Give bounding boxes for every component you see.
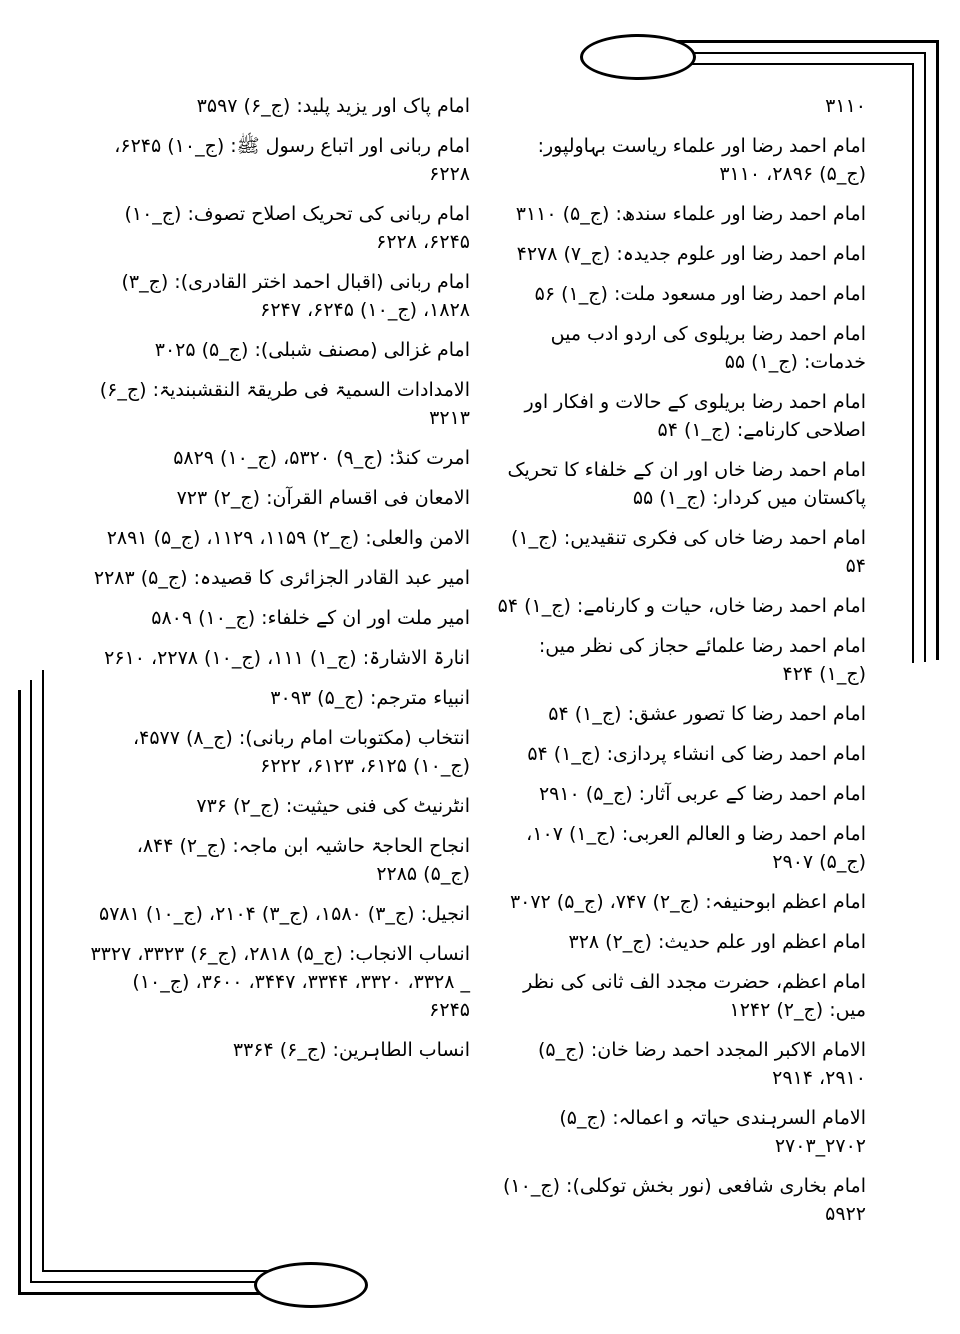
index-entry: انساب الطاہرین: (ج_۶) ۳۳۶۴ xyxy=(232,1039,470,1061)
index-entry: الامعان فی اقسام القرآن: (ج_۲) ۷۲۳ xyxy=(176,487,470,509)
index-entry: امام اعظم، حضرت مجدد الف ثانی کی نظر میں: (ج_۲) ۱۲۴۲ xyxy=(523,971,866,1021)
frame-left-rule-1 xyxy=(18,690,21,1294)
frame-bottom-rule-2 xyxy=(30,1281,278,1283)
index-entry: الامام الاکبر المجدد احمد رضا خان: (ج_۵) ۲۹۱۰، ۲۹۱۴ xyxy=(538,1039,866,1089)
index-entry: امام احمد رضا بریلوی کی اردو ادب میں خدمات: (ج_۱) ۵۵ xyxy=(550,323,866,373)
index-entry: انبیاء مترجم: (ج_۵) ۳۰۹۳ xyxy=(270,687,470,709)
index-entry: امام احمد رضا کے عربی آثار: (ج_۵) ۲۹۱۰ xyxy=(538,783,866,805)
frame-left-rule-3 xyxy=(42,670,44,1272)
frame-bottom-rule-1 xyxy=(18,1292,278,1295)
frame-right-rule-1 xyxy=(936,40,939,660)
frame-left-rule-2 xyxy=(30,680,32,1283)
index-entry: امام ربانی اور اتباع رسول ﷺ: (ج_۱۰) ۶۲۴۵، ۶۲۲۸ xyxy=(114,135,470,185)
index-entry: امام احمد رضا اور علماء ریاست بہاولپور: (ج_۵) ۲۸۹۶، ۳۱۱۰ xyxy=(537,135,866,185)
index-entry: امام اعظم اور علم حدیث: (ج_۲) ۳۲۸ xyxy=(568,931,866,953)
index-entry: انجیل: (ج_۳) ۱۵۸۰، (ج_۳) ۲۱۰۴، (ج_۱۰) ۵۷۸۱ xyxy=(99,903,470,925)
index-entry: امام احمد رضا خاں، حیات و کارنامے: (ج_۱) ۵۴ xyxy=(497,595,866,617)
page-number-oval-bottom xyxy=(254,1262,368,1308)
index-entry: امام پاک اور یزید پلید: (ج_۶) ۳۵۹۷ xyxy=(196,95,470,117)
index-entry: الامن والعلی: (ج_۲) ۱۱۵۹، ۱۱۲۹، (ج_۵) ۲۸۹۱ xyxy=(106,527,470,549)
index-entry: امام ربانی کی تحریک اصلاح تصوف: (ج_۱۰) ۶۲۴۵، ۶۲۲۸ xyxy=(124,203,470,253)
index-entry: امیر ملت اور ان کے خلفاء: (ج_۱۰) ۵۸۰۹ xyxy=(151,607,470,629)
frame-right-rule-2 xyxy=(924,52,926,662)
index-entry: امام احمد رضا اور علوم جدیدہ: (ج_۷) ۴۲۷۸ xyxy=(516,243,866,265)
index-entry: امام احمد رضا اور علماء سندھ: (ج_۵) ۳۱۱۰ xyxy=(515,203,866,225)
index-entry: امام احمد رضا بریلوی کے حالات و افکار اور اصلاحی کارنامے: (ج_۱) ۵۴ xyxy=(524,391,866,441)
frame-top-rule-1 xyxy=(648,40,938,43)
index-entry: امام احمد رضا خاں کی فکری تنقیدیں: (ج_۱) ۵۴ xyxy=(511,527,866,577)
index-entry: امام احمد رضا علمائے حجاز کی نظر میں: (ج_۱) ۴۲۴ xyxy=(538,635,866,685)
index-entry: انتخاب (مکتوبات امام ربانی): (ج_۸) ۴۵۷۷، (ج_۱۰) ۶۱۲۵، ۶۱۲۳، ۶۲۲۲ xyxy=(132,727,470,777)
index-entry: انجاح الحاجۃ حاشیہ ابن ماجہ: (ج_۲) ۸۴۴، (ج_۵) ۲۲۸۵ xyxy=(136,835,470,885)
index-column-right xyxy=(488,92,866,1240)
index-entry: انارۃ الاشارۃ: (ج_۱) ۱۱۱، (ج_۱۰) ۲۲۷۸، ۲۶۱۰ xyxy=(104,647,470,669)
index-entry: امام احمد رضا خاں اور ان کے خلفاء کا تحریک پاکستان میں کردار: (ج_۱) ۵۵ xyxy=(507,459,866,509)
index-entry: امیر عبد القادر الجزائری کا قصیدہ: (ج_۵) ۲۲۸۳ xyxy=(93,567,470,589)
index-entry: امرت کنڈ: (ج_۹) ۵۳۲۰، (ج_۱۰) ۵۸۲۹ xyxy=(173,447,470,469)
page-number-oval-top xyxy=(580,34,696,80)
index-entry: ۳۱۱۰ xyxy=(825,95,866,117)
index-entry: انٹرنیٹ کی فنی حیثیت: (ج_۲) ۷۳۶ xyxy=(196,795,470,817)
frame-bottom-rule-3 xyxy=(42,1270,278,1272)
index-entry: امام غزالی (مصنف شبلی): (ج_۵) ۳۰۲۵ xyxy=(154,339,470,361)
index-entry: امام ربانی (اقبال احمد اختر القادری): (ج_۳) ۱۸۲۸، (ج_۱۰) ۶۲۴۵، ۶۲۴۷ xyxy=(121,271,470,321)
index-entry: امام بخاری شافعی (نور بخش توکلی): (ج_۱۰) ۵۹۲۲ xyxy=(502,1175,866,1225)
index-column-left xyxy=(88,92,470,1076)
index-entry: الامدادات السمیۃ فی طریقۃ النقشبندیۃ: (ج_۶) ۳۲۱۳ xyxy=(99,379,470,429)
index-entry: امام احمد رضا و العالم العربی: (ج_۱) ۱۰۷، (ج_۵) ۲۹۰۷ xyxy=(526,823,866,873)
index-entry: انساب الانجاب: (ج_۵) ۲۸۱۸، (ج_۶) ۳۳۲۳، ۳۳۲۷ _ ۳۳۲۸، ۳۳۲۰، ۳۳۴۴، ۳۴۴۷، ۳۶۰۰، (ج_۱۰) ۶۲۴۵ xyxy=(90,943,470,1021)
index-entry: الامام السرہندی حیاتہ و اعمالہ: (ج_۵) ۲۷۰۲_۲۷۰۳ xyxy=(559,1107,866,1157)
index-entry: امام احمد رضا کی انشاء پردازی: (ج_۱) ۵۴ xyxy=(527,743,866,765)
index-entry: امام اعظم ابوحنیفہ: (ج_۲) ۷۴۷، (ج_۵) ۳۰۷۲ xyxy=(509,891,866,913)
frame-right-rule-3 xyxy=(912,63,914,663)
index-entry: امام احمد رضا کا تصور عشق: (ج_۱) ۵۴ xyxy=(548,703,866,725)
index-entry: امام احمد رضا اور مسعود ملت: (ج_۱) ۵۶ xyxy=(534,283,866,305)
